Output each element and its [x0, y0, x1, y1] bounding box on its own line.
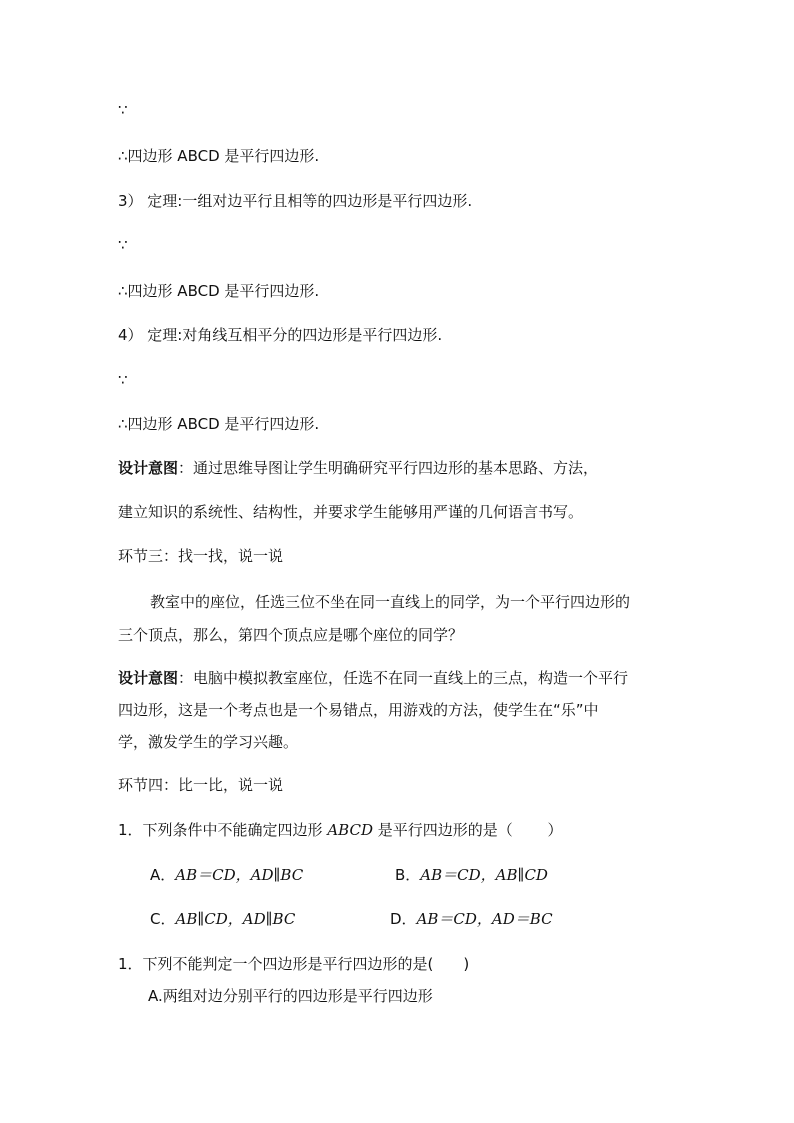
design-intent-text: ：通过思维导图让学生明确研究平行四边形的基本思路、方法，	[178, 459, 599, 477]
option-d	[390, 909, 553, 929]
option-text: AB∥CD，AD∥BC	[175, 910, 296, 928]
question-text: 下列条件中不能确定四边形	[142, 821, 328, 839]
option-key: C．	[150, 910, 176, 928]
section-3-title: 环节三：找一找，说一说	[118, 547, 284, 565]
option-c	[150, 909, 295, 929]
because-symbol: ∵	[118, 101, 128, 119]
option-a	[150, 865, 303, 885]
option-text: AB＝CD，AD∥BC	[175, 866, 304, 884]
question-2-stem	[118, 954, 469, 974]
design-intent-label: 设计意图	[118, 669, 179, 687]
design-intent-2-line2: 四边形，这是一个考点也是一个易错点，用游戏的方法，使学生在“乐”中	[118, 701, 599, 719]
option-key: D．	[390, 910, 417, 928]
design-intent-2-line3: 学，激发学生的学习兴趣。	[118, 733, 299, 751]
question-number: 1．	[118, 821, 143, 839]
design-intent-1-line2: 建立知识的系统性、结构性，并要求学生能够用严谨的几何语言书写。	[118, 503, 584, 521]
because-symbol: ∵	[118, 371, 128, 389]
question-2-option-a: A.两组对边分别平行的四边形是平行四边形	[148, 987, 433, 1005]
question-text-abcd: ABCD	[327, 821, 373, 839]
section-3-para-line2: 三个顶点，那么，第四个顶点应是哪个座位的同学？	[118, 626, 464, 644]
option-b	[395, 865, 548, 885]
question-number: 1．	[118, 955, 143, 973]
section-3-para-line1: 教室中的座位，任选三位不坐在同一直线上的同学，为一个平行四边形的	[150, 593, 631, 611]
option-key: A．	[150, 866, 176, 884]
theorem-3: 3） 定理:一组对边平行且相等的四边形是平行四边形.	[118, 192, 473, 210]
conclusion-line: ∴四边形 ABCD 是平行四边形.	[118, 282, 320, 300]
option-key: B．	[395, 866, 421, 884]
option-text: AB＝CD，AB∥CD	[420, 866, 548, 884]
theorem-4: 4） 定理:对角线互相平分的四边形是平行四边形.	[118, 326, 443, 344]
design-intent-text: ：电脑中模拟教室座位，任选不在同一直线上的三点，构造一个平行	[178, 669, 629, 687]
conclusion-line: ∴四边形 ABCD 是平行四边形.	[118, 415, 320, 433]
question-text: 下列不能判定一个四边形是平行四边形的是( )	[142, 955, 470, 973]
question-1-stem	[118, 820, 563, 840]
option-text: AB＝CD，AD＝BC	[416, 910, 553, 928]
design-intent-2-line1	[118, 668, 628, 688]
design-intent-label: 设计意图	[118, 459, 179, 477]
section-4-title: 环节四：比一比，说一说	[118, 776, 284, 794]
because-symbol: ∵	[118, 236, 128, 254]
design-intent-1-line1	[118, 458, 598, 478]
conclusion-line: ∴四边形 ABCD 是平行四边形.	[118, 147, 320, 165]
question-text: 是平行四边形的是（ ）	[372, 821, 563, 839]
